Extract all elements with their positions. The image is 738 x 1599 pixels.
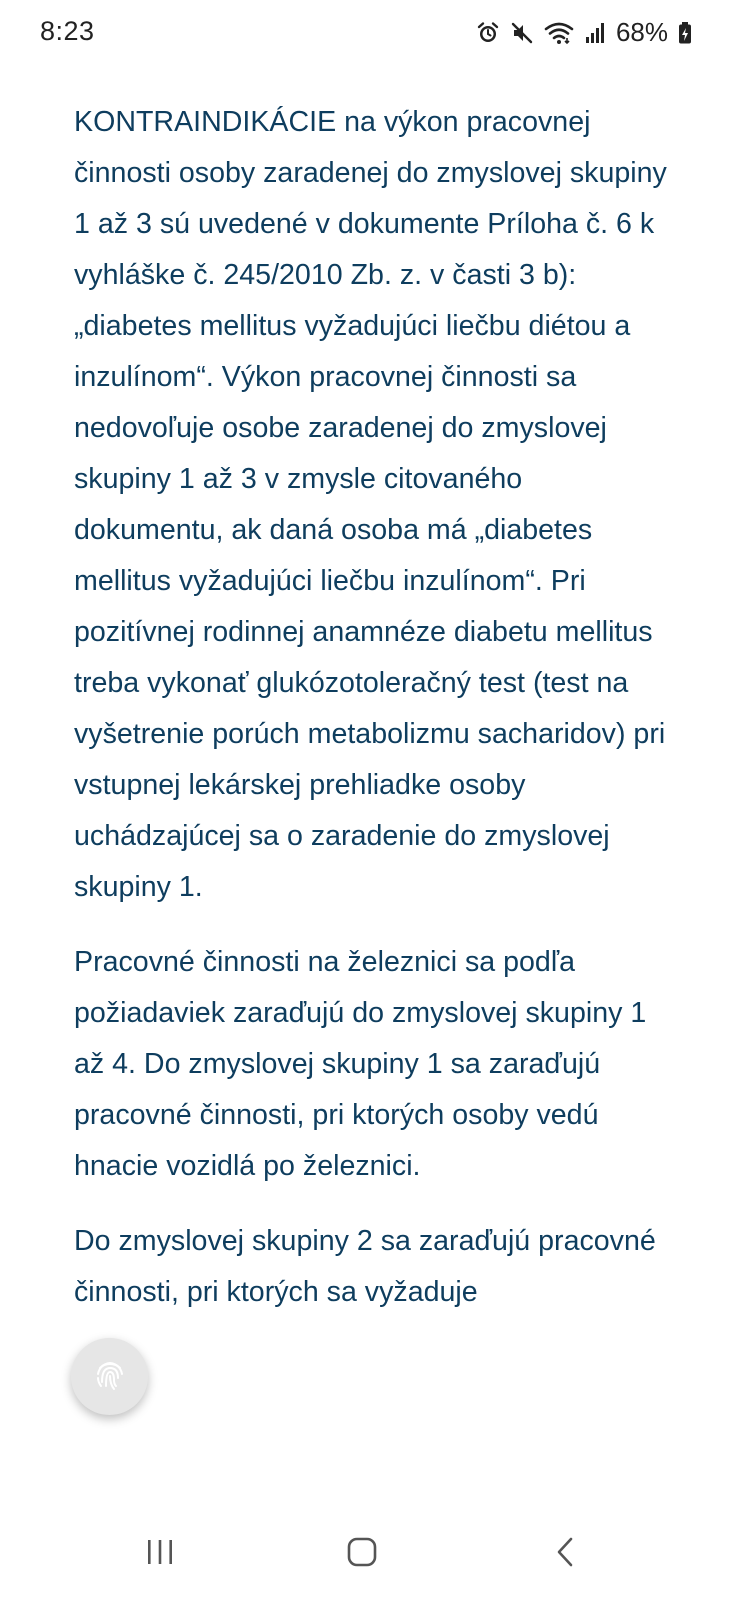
fingerprint-icon xyxy=(92,1356,128,1397)
back-button[interactable] xyxy=(505,1510,625,1599)
fingerprint-button[interactable] xyxy=(71,1338,148,1415)
mute-icon xyxy=(510,21,534,45)
home-icon xyxy=(346,1536,378,1573)
status-time: 8:23 xyxy=(40,16,95,46)
scroll-fade xyxy=(0,1460,738,1510)
status-bar xyxy=(0,0,738,64)
home-button[interactable] xyxy=(302,1510,422,1599)
status-icons xyxy=(476,17,692,48)
back-icon xyxy=(553,1536,577,1573)
wifi-icon xyxy=(544,21,574,45)
navigation-bar xyxy=(0,1510,738,1599)
signal-icon xyxy=(584,21,606,45)
alarm-icon xyxy=(476,21,500,45)
paragraph-contraindications: KONTRAINDIKÁCIE na výkon pracovnej činnosti osoby zaradenej do zmyslovej skupiny 1 až 3 sú uvedené v dokumente Príloha č. 6 k vyhláške č. 245/2010 Zb. z. v časti 3 b): „diabetes mellitus vyžadujúci liečbu diétou a inzulínom“. Výkon pracovnej činnosti sa nedovoľuje osobe zaradenej do zmyslovej skupiny 1 až 3 v zmysle citovaného dokumentu, ak daná osoba má „diabetes mellitus vyžadujúci liečbu inzulínom“. Pri pozitívnej rodinnej anamnéze diabetu mellitus treba vykonať glukózotoleračný test (test na vyšetrenie porúch metabolizmu sacharidov) pri vstupnej lekárskej prehliadke osoby uchádzajúcej sa o zaradenie do zmyslovej skupiny 1. xyxy=(74,106,667,903)
article-body xyxy=(74,97,674,1342)
paragraph-work-activities: Pracovné činnosti na železnici sa podľa požiadaviek zaraďujú do zmyslovej skupiny 1 až 4. Do zmyslovej skupiny 1 sa zaraďujú pracovné činnosti, pri ktorých osoby vedú hnacie vozidlá po železnici. xyxy=(74,946,647,1182)
battery-percent: 68% xyxy=(615,17,668,47)
recent-apps-button[interactable] xyxy=(100,1510,220,1599)
recent-apps-icon xyxy=(145,1538,175,1571)
paragraph-sensory-group-2: Do zmyslovej skupiny 2 sa zaraďujú pracovné činnosti, pri ktorých sa vyžaduje xyxy=(74,1225,656,1308)
battery-icon xyxy=(678,21,692,45)
